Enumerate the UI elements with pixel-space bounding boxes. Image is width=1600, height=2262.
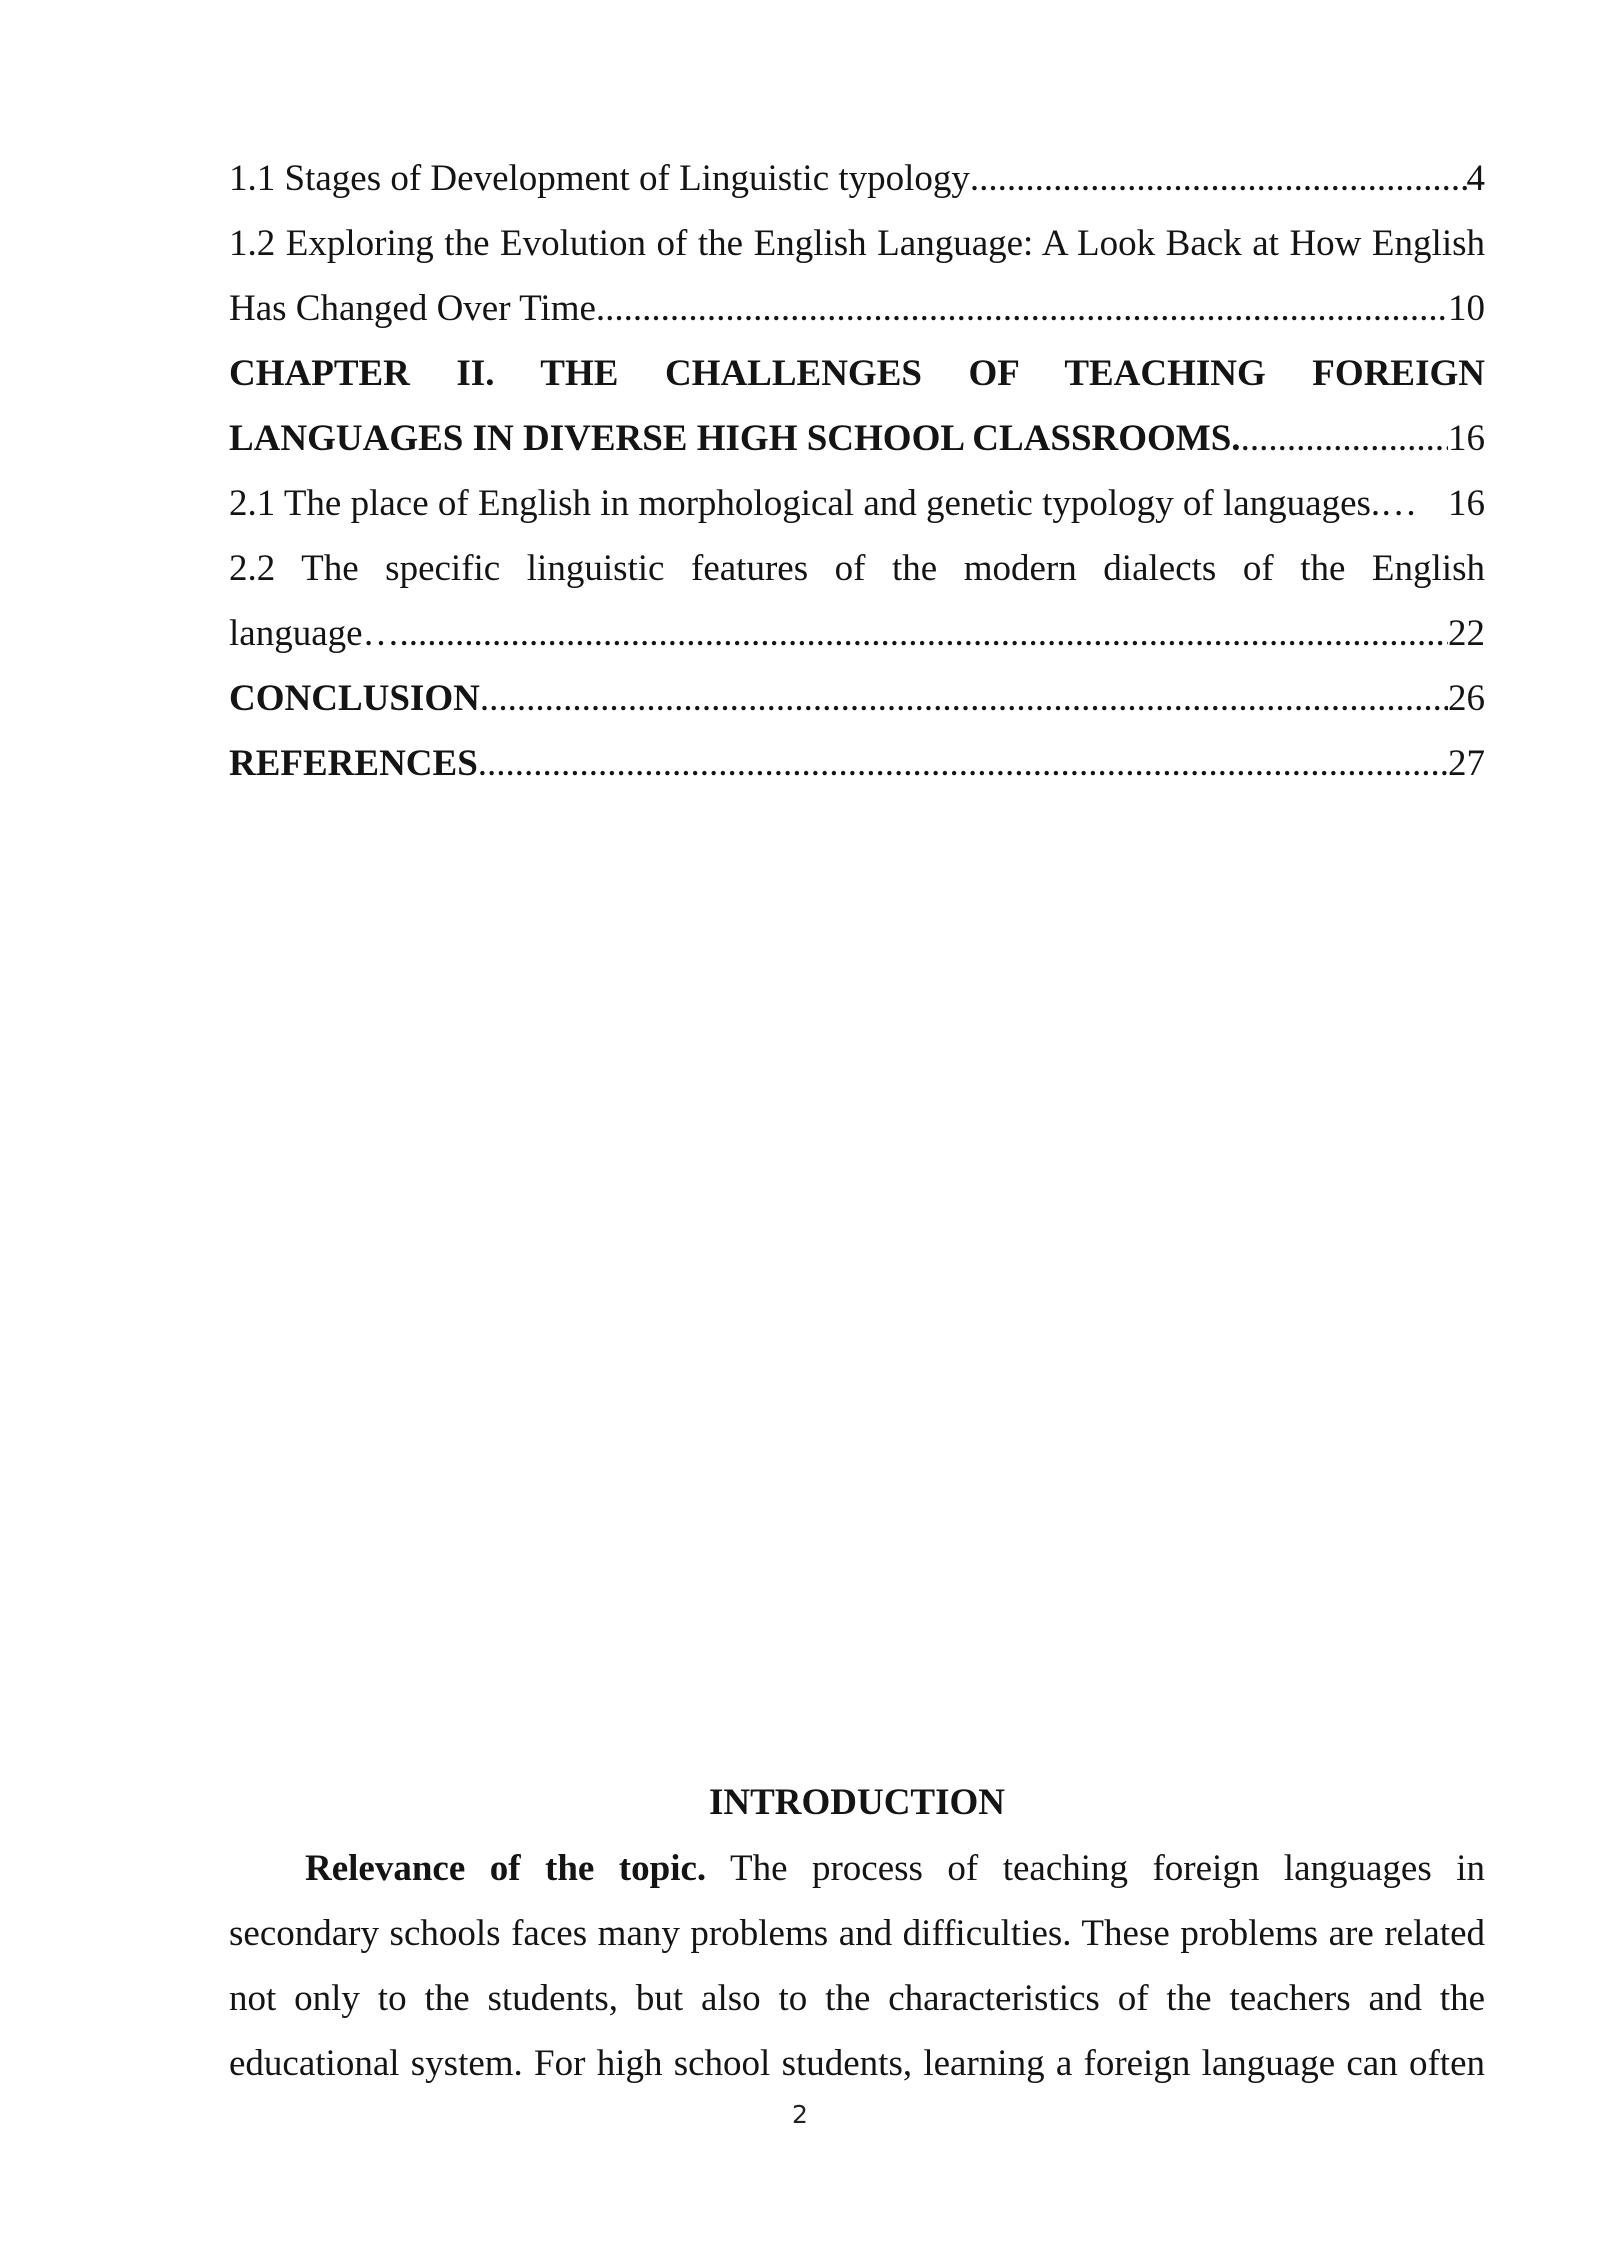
toc-entry-continuation[interactable] [229, 601, 1485, 666]
toc-entry-title: Has Changed Over Time [229, 288, 596, 329]
toc-leader-dots [596, 276, 1448, 341]
paragraph-line [229, 1836, 1485, 1901]
relevance-lead: Relevance of the topic. [305, 1848, 707, 1889]
toc-entry-title: LANGUAGES IN DIVERSE HIGH SCHOOL CLASSROOMS. [229, 418, 1241, 459]
paragraph-line: educational system. For high school students, learning a foreign language can often [229, 2043, 1485, 2084]
toc-entry-references[interactable] [229, 731, 1485, 796]
introduction-paragraph [229, 1836, 1485, 2096]
paragraph-line: secondary schools faces many problems and difficulties. These problems are related [229, 1913, 1485, 1954]
toc-entry[interactable] [229, 471, 1485, 536]
toc-entry-page: 22 [1448, 613, 1485, 654]
paragraph-line: not only to the students, but also to the characteristics of the teachers and the [229, 1978, 1485, 2019]
toc-entry[interactable] [229, 211, 1485, 276]
toc-leader-dots [970, 146, 1467, 211]
toc-entry-title: 1.2 Exploring the Evolution of the English Language: A Look Back at How English [229, 223, 1485, 264]
toc-chapter-heading-continuation[interactable] [229, 406, 1485, 471]
toc-leader-dots [480, 666, 1448, 731]
toc-entry-page: 27 [1448, 743, 1485, 784]
paragraph-text: The process of teaching foreign languages in [729, 1848, 1485, 1889]
page-number: 2 [792, 2100, 808, 2129]
introduction-heading: INTRODUCTION [708, 1782, 1006, 1823]
toc-entry-title: 2.2 The specific linguistic features of the modern dialects of the English [229, 548, 1485, 589]
toc-entry-title: REFERENCES [229, 743, 478, 784]
toc-entry-page: 10 [1448, 288, 1485, 329]
toc-chapter-heading[interactable] [229, 341, 1485, 406]
toc-entry-conclusion[interactable] [229, 666, 1485, 731]
toc-entry-page: 26 [1448, 678, 1485, 719]
toc-entry-title: language… [229, 613, 400, 654]
toc-entry-page: 16 [1448, 418, 1485, 459]
toc-entry-title: CHAPTER II. THE CHALLENGES OF TEACHING FOREIGN [229, 353, 1485, 394]
toc-entry-title: CONCLUSION [229, 678, 480, 719]
toc-leader-dots [478, 731, 1448, 796]
toc-entry-title: 2.1 The place of English in morphological and genetic typology of languages.… [229, 483, 1418, 524]
toc-entry-continuation[interactable] [229, 276, 1485, 341]
toc-leader-dots [1241, 406, 1448, 471]
toc-entry-page: 4 [1466, 158, 1485, 199]
toc-entry[interactable] [229, 536, 1485, 601]
toc-leader-dots [400, 601, 1448, 666]
toc-entry-title: 1.1 Stages of Development of Linguistic typology [229, 158, 970, 199]
toc-entry[interactable] [229, 146, 1485, 211]
table-of-contents [229, 146, 1485, 796]
toc-entry-page: 16 [1448, 483, 1485, 524]
